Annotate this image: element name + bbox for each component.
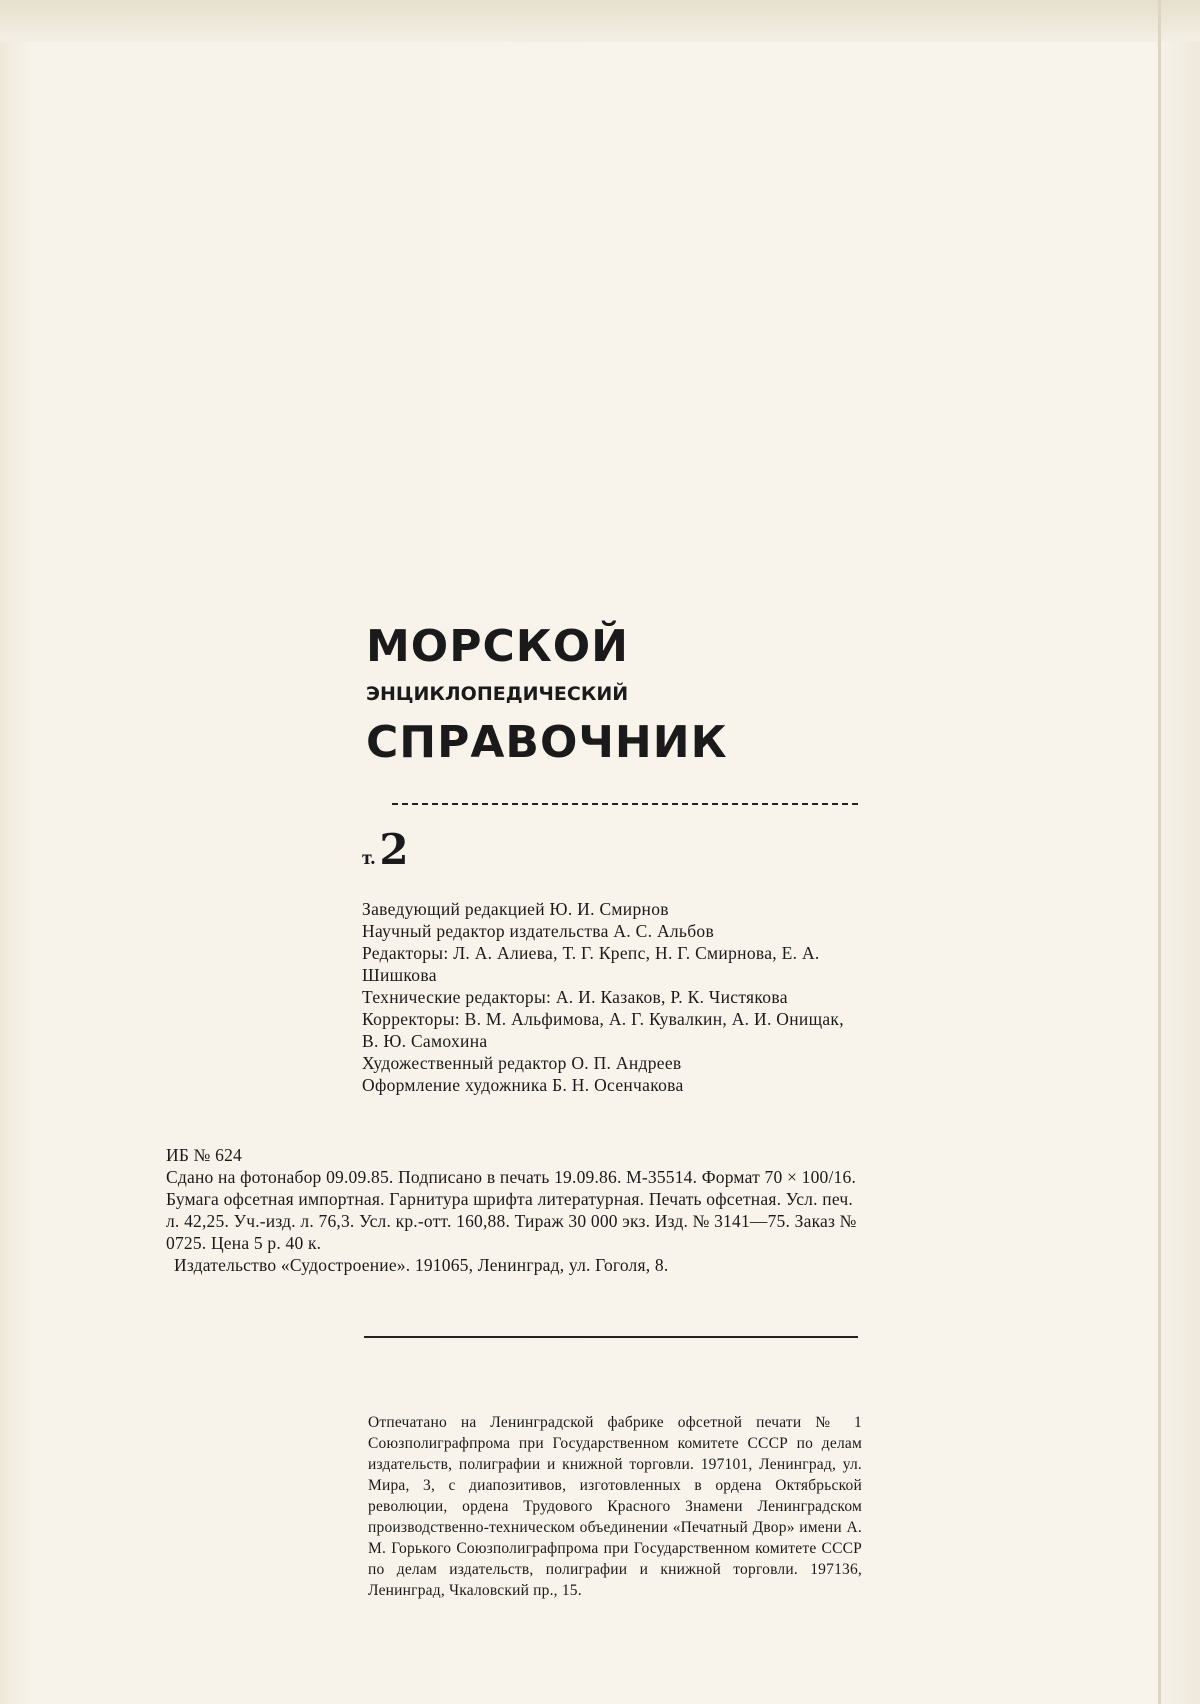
title-line-3: СПРАВОЧНИК — [366, 717, 728, 768]
imprint-block — [166, 1144, 860, 1276]
staff-line: Редакторы: Л. А. Алиева, Т. Г. Крепс, Н. Г. Смирнова, Е. А. Шишкова — [362, 943, 820, 985]
staff-line: Научный редактор издательства А. С. Альбов — [362, 921, 715, 941]
volume-prefix: т. — [362, 847, 376, 869]
title-line-2: ЭНЦИКЛОПЕДИЧЕСКИЙ — [366, 683, 629, 705]
imprint-details: Сдано на фотонабор 09.09.85. Подписано в печать 19.09.86. М-35514. Формат 70 × 100/16. Бумага офсетная импортная. Гарнитура шрифта литературная. Печать офсетная. Усл. печ. л. 42,25. Уч.-изд. л. 76,3. Усл. кр.-отт. 160,88. Тираж 30 000 экз. Изд. № 3141—75. Заказ № 0725. Цена 5 р. 40 к. — [166, 1167, 857, 1253]
title-line-1: МОРСКОЙ — [366, 621, 629, 672]
staff-line: Оформление художника Б. Н. Осенчакова — [362, 1075, 684, 1095]
publisher-line: Издательство «Судостроение». 191065, Ленинград, ул. Гоголя, 8. — [174, 1255, 669, 1275]
printer-info: Отпечатано на Ленинградской фабрике офсетной печати № 1 Союзполиграфпрома при Государственном комитете СССР по делам издательств, полиграфии и книжной торговли. 197101, Ленинград, ул. Мира, 3, с диапозитивов, изготовленных в ордена Октябрьской революции, ордена Трудового Красного Знамени Ленинградском производственно-техническом объединении «Печатный Двор» имени А. М. Горького Союзполиграфпрома при Государственном комитете СССР по делам издательств, полиграфии и книжной торговли. 197136, Ленинград, Чкаловский пр., 15. — [368, 1414, 862, 1599]
page-fold-line — [1158, 0, 1161, 1704]
ib-number: ИБ № 624 — [166, 1145, 242, 1165]
page-top-edge — [0, 0, 1200, 42]
volume-label — [362, 825, 409, 874]
book-title — [366, 622, 866, 768]
staff-line: Заведующий редакцией Ю. И. Смирнов — [362, 899, 669, 919]
title-divider — [392, 803, 858, 805]
editorial-staff — [362, 898, 860, 1096]
staff-line: Корректоры: В. М. Альфимова, А. Г. Кувалкин, А. И. Онищак, В. Ю. Самохина — [362, 1009, 844, 1051]
imprint-divider — [364, 1336, 858, 1338]
staff-line: Технические редакторы: А. И. Казаков, Р. К. Чистякова — [362, 987, 788, 1007]
staff-line: Художественный редактор О. П. Андреев — [362, 1053, 682, 1073]
volume-number: 2 — [379, 825, 409, 874]
